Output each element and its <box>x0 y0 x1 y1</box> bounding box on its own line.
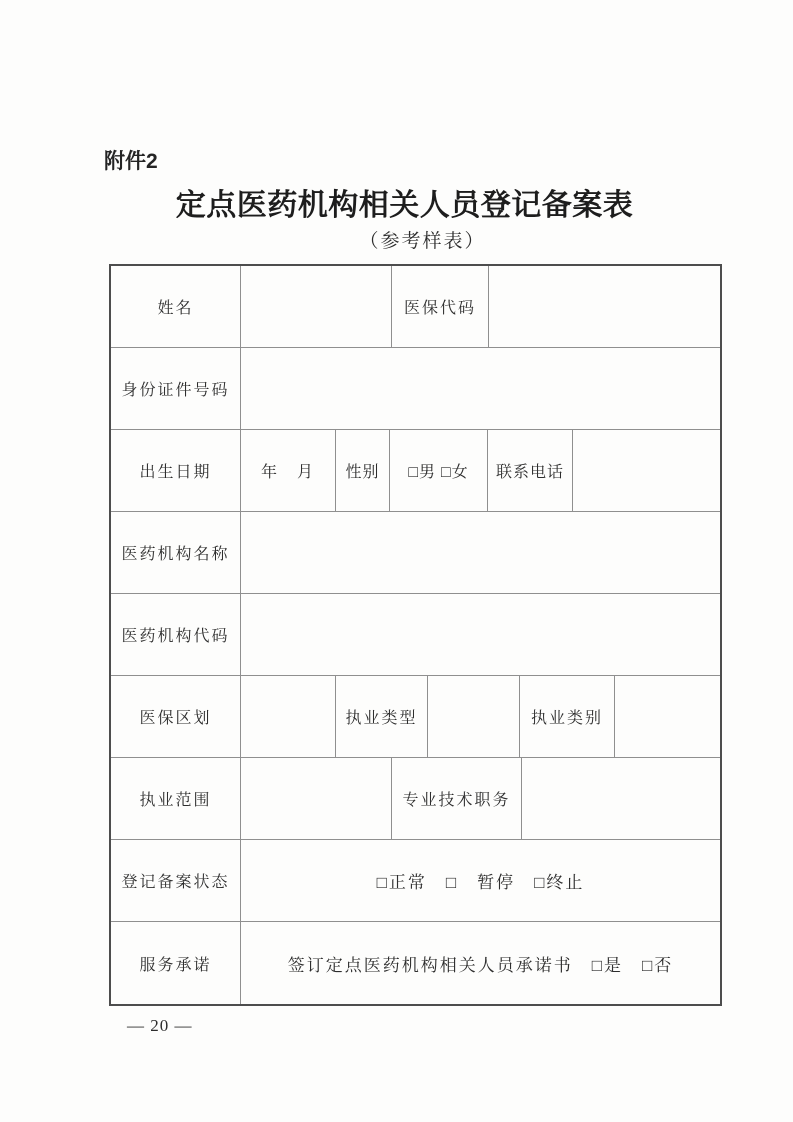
birth-date-label: 出生日期 <box>111 430 241 511</box>
status-label: 登记备案状态 <box>111 840 241 921</box>
phone-label: 联系电话 <box>488 430 573 511</box>
insurance-region-label: 医保区划 <box>111 676 241 757</box>
page-number: — 20 — <box>127 1016 193 1035</box>
table-row-id-number <box>111 348 720 430</box>
practice-scope-label: 执业范围 <box>111 758 241 839</box>
name-value-cell <box>241 266 392 347</box>
name-label: 姓名 <box>111 266 241 347</box>
commitment-checkboxes: 签订定点医药机构相关人员承诺书 □是 □否 <box>287 955 674 975</box>
table-row-scope-title <box>111 758 720 840</box>
insurance-code-value-cell <box>489 266 720 347</box>
practice-category-label: 执业类别 <box>520 676 615 757</box>
tech-title-label: 专业技术职务 <box>392 758 522 839</box>
id-number-label: 身份证件号码 <box>111 348 241 429</box>
institution-code-label: 医药机构代码 <box>111 594 241 675</box>
table-row-institution-code <box>111 594 720 676</box>
attachment-label: 附件2 <box>104 150 158 173</box>
practice-type-value-cell <box>428 676 520 757</box>
institution-name-value-cell <box>241 512 720 593</box>
institution-code-value-cell <box>241 594 720 675</box>
table-row-institution-name <box>111 512 720 594</box>
table-row-name <box>111 266 720 348</box>
table-row-birth-gender-phone <box>111 430 720 512</box>
page-subtitle: （参考样表） <box>359 231 486 252</box>
id-number-value-cell <box>241 348 720 429</box>
table-row-status <box>111 840 720 922</box>
birth-date-value-cell: 年 月 <box>241 430 336 511</box>
table-row-region-type-category <box>111 676 720 758</box>
practice-category-value-cell <box>615 676 720 757</box>
page-title: 定点医药机构相关人员登记备案表 <box>175 189 634 222</box>
institution-name-label: 医药机构名称 <box>111 512 241 593</box>
tech-title-value-cell <box>522 758 720 839</box>
gender-label: 性别 <box>336 430 390 511</box>
gender-checkboxes: □男 □女 <box>390 430 488 511</box>
status-checkboxes: □正常 □ 暂停 □终止 <box>376 873 585 892</box>
insurance-region-value-cell <box>241 676 336 757</box>
phone-value-cell <box>573 430 720 511</box>
table-row-commitment <box>111 922 720 1004</box>
registration-form-table <box>109 264 722 1006</box>
insurance-code-label: 医保代码 <box>392 266 489 347</box>
practice-scope-value-cell <box>241 758 392 839</box>
commitment-label: 服务承诺 <box>111 922 241 1004</box>
practice-type-label: 执业类型 <box>336 676 428 757</box>
